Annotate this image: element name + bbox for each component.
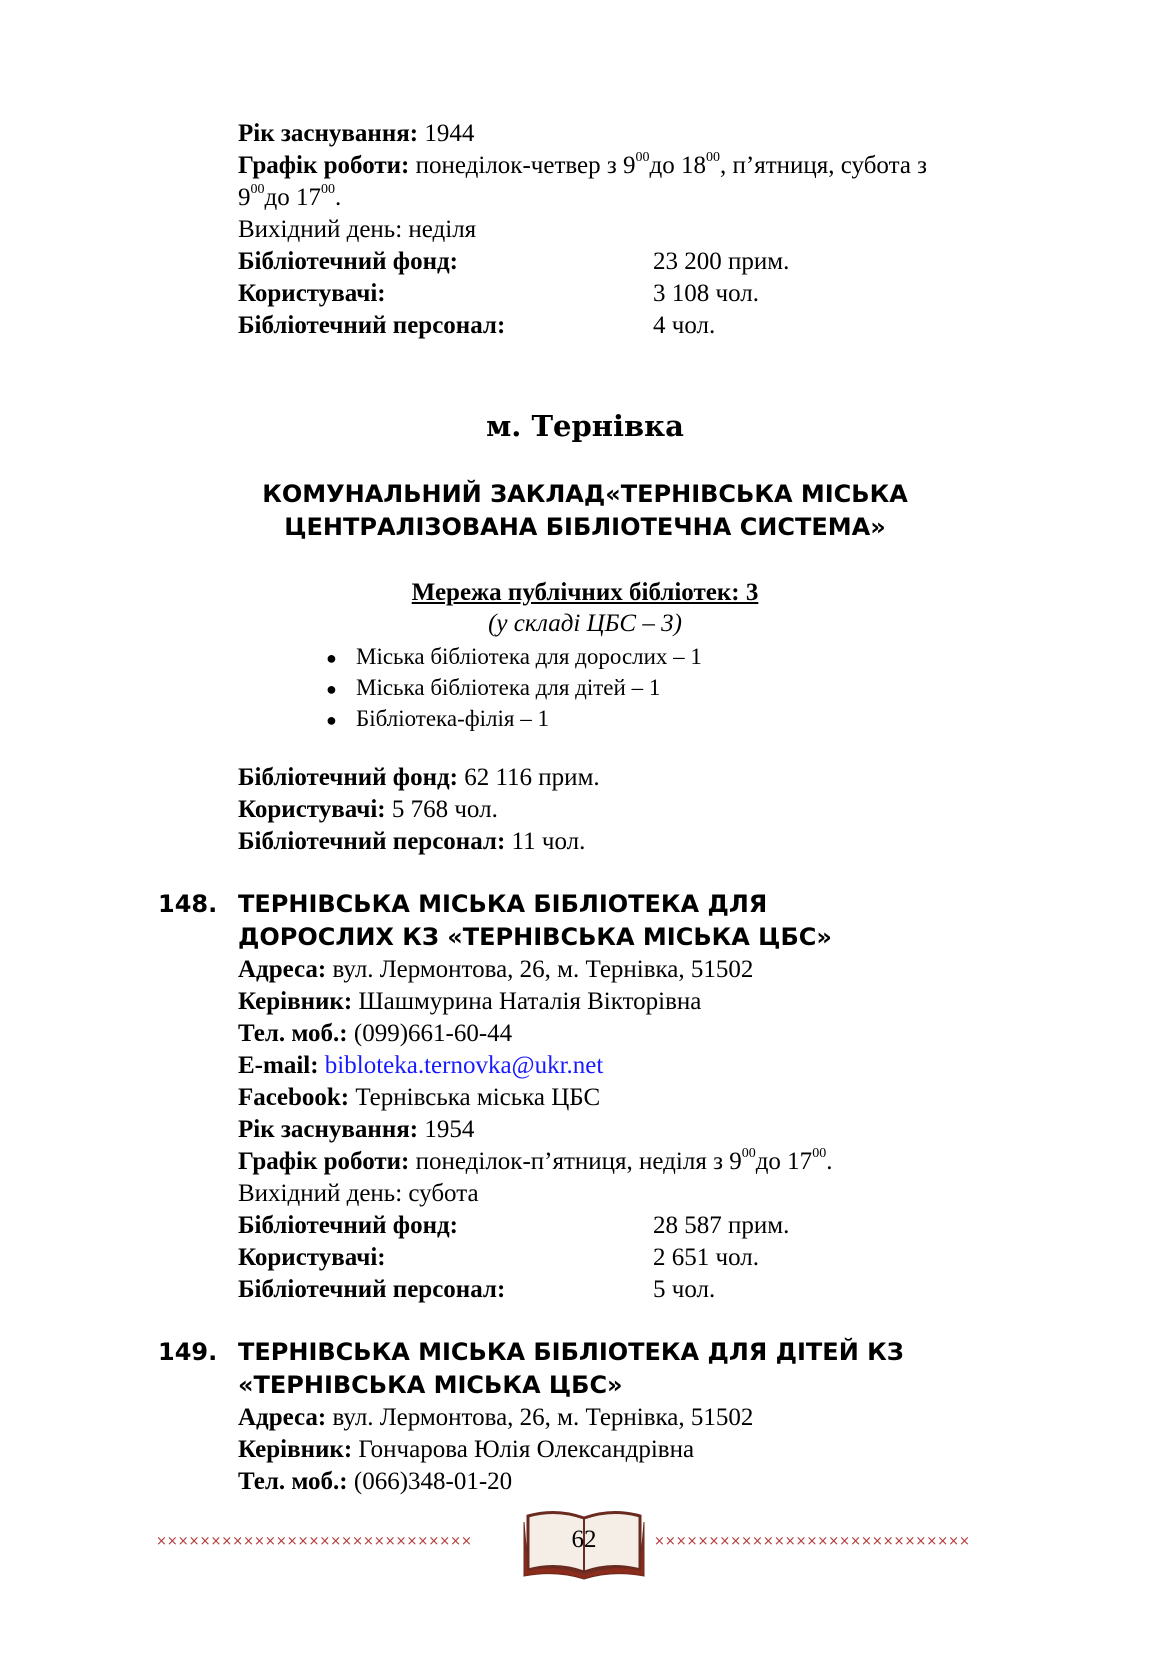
org-heading-line: ЦЕНТРАЛІЗОВАНА БІБЛІОТЕЧНА СИСТЕМА» [284,513,886,541]
schedule-sup: 00 [741,1145,756,1161]
founded-value: 1954 [418,1116,475,1143]
footer-border-left: ××××××××××××××××××××××××××××× [156,1534,472,1549]
founded-label: Рік заснування: [238,1116,419,1143]
list-item [326,672,702,703]
schedule-text: 9 [238,184,251,211]
email-link[interactable]: bibloteka.ternovka@ukr.net [324,1052,604,1079]
dayoff-row: Вихідний день: субота [238,1180,479,1207]
users-row [238,278,1058,310]
schedule-sup: 00 [320,181,335,197]
head-value: Гончарова Юлія Олександрівна [352,1436,695,1463]
users-value: 3 108 чол. [653,280,759,307]
facebook-label: Facebook: [238,1084,350,1111]
fund-row [238,1210,1058,1242]
staff-row [238,826,1058,858]
staff-value: 5 чол. [653,1276,716,1303]
entry-149-details [238,1402,1058,1498]
schedule-sup: 00 [250,181,265,197]
schedule-text: до 17 [264,184,321,211]
footer-border-right: ××××××××××××××××××××××××××××× [654,1534,970,1549]
schedule-row [238,150,1058,182]
head-label: Керівник: [238,988,353,1015]
fund-row [238,246,1058,278]
list-item-text: Міська бібліотека для дорослих – 1 [356,644,702,669]
schedule-text: понеділок-п’ятниця, неділя з 9 [409,1148,742,1175]
org-heading [150,478,1020,544]
entry-149-heading [158,1336,1058,1402]
entry-title-line: ТЕРНІВСЬКА МІСЬКА БІБЛІОТЕКА ДЛЯ ДІТЕЙ КЗ [238,1338,904,1366]
list-item [326,703,702,734]
facebook-value: Тернівська міська ЦБС [349,1084,601,1111]
phone-label: Тел. моб.: [238,1468,348,1495]
staff-value: 4 чол. [653,312,716,339]
summary [238,762,1058,858]
head-value: Шашмурина Наталія Вікторівна [352,988,702,1015]
founded-row [238,118,1058,150]
page-number: 62 [571,1526,597,1553]
head-label: Керівник: [238,1436,353,1463]
schedule-text: до 17 [755,1148,813,1175]
org-heading-line: КОМУНАЛЬНИЙ ЗАКЛАД«ТЕРНІВСЬКА МІСЬКА [262,480,908,508]
schedule-sup: 00 [812,1145,827,1161]
address-label: Адреса: [238,1404,327,1431]
schedule-row-cont [238,182,1058,214]
fund-label: Бібліотечний фонд: [238,248,458,275]
entry-title-line: ДОРОСЛИХ КЗ «ТЕРНІВСЬКА МІСЬКА ЦБС» [238,923,832,951]
address-value: вул. Лермонтова, 26, м. Тернівка, 51502 [326,1404,754,1431]
address-row [238,954,1058,986]
fund-value: 23 200 прим. [653,248,790,275]
entry-148-heading [158,888,1058,954]
schedule-text: . [334,184,342,211]
entry-number: 148. [158,890,218,918]
staff-value: 11 чол. [505,828,586,855]
list-item-text: Бібліотека-філія – 1 [356,706,549,731]
dayoff-row: Вихідний день: неділя [238,216,477,243]
staff-row [238,1274,1058,1306]
users-value: 5 768 чол. [385,796,498,823]
facebook-row [238,1082,1058,1114]
schedule-label: Графік роботи: [238,152,410,179]
email-label: E-mail: [238,1052,319,1079]
head-row [238,986,1058,1018]
users-label: Користувачі: [238,796,386,823]
staff-label: Бібліотечний персонал: [238,828,506,855]
users-row [238,1242,1058,1274]
phone-row [238,1018,1058,1050]
list-item [326,641,702,672]
entry-title-line: ТЕРНІВСЬКА МІСЬКА БІБЛІОТЕКА ДЛЯ [238,890,768,918]
schedule-sup: 00 [706,149,720,165]
network-list [326,641,702,734]
schedule-text: , п’ятниця, субота з [720,152,928,179]
top-entry [238,118,1058,342]
founded-row [238,1114,1058,1146]
fund-row [238,762,1058,794]
phone-value: (066)348-01-20 [347,1468,513,1495]
entry-title-line: «ТЕРНІВСЬКА МІСЬКА ЦБС» [238,1371,623,1399]
staff-row [238,310,1058,342]
founded-label: Рік заснування: [238,120,419,147]
staff-label: Бібліотечний персонал: [238,312,506,339]
schedule-row [238,1146,1058,1178]
list-item-text: Міська бібліотека для дітей – 1 [356,675,661,700]
schedule-label: Графік роботи: [238,1148,410,1175]
address-row [238,1402,1058,1434]
schedule-text: до 18 [649,152,706,179]
phone-label: Тел. моб.: [238,1020,348,1047]
fund-value: 28 587 прим. [653,1212,790,1239]
bullet-icon: ● [326,710,337,730]
fund-label: Бібліотечний фонд: [238,1212,458,1239]
schedule-text: . [826,1148,833,1175]
network-subtitle: (у складі ЦБС – 3) [488,610,682,637]
network-title: Мережа публічних бібліотек: 3 [411,579,759,606]
users-row [238,794,1058,826]
users-label: Користувачі: [238,280,386,307]
schedule-text: понеділок-четвер з 9 [409,152,636,179]
entry-148-details [238,954,1058,1306]
town-heading: м. Тернівка [486,409,684,443]
address-value: вул. Лермонтова, 26, м. Тернівка, 51502 [326,956,754,983]
users-value: 2 651 чол. [653,1244,759,1271]
users-label: Користувачі: [238,1244,386,1271]
head-row [238,1434,1058,1466]
phone-row [238,1466,1058,1498]
bullet-icon: ● [326,648,337,668]
schedule-sup: 00 [635,149,650,165]
email-row [238,1050,1058,1082]
address-label: Адреса: [238,956,327,983]
entry-number: 149. [158,1338,218,1366]
fund-label: Бібліотечний фонд: [238,764,458,791]
founded-value: 1944 [418,120,475,147]
phone-value: (099)661-60-44 [347,1020,513,1047]
fund-value: 62 116 прим. [457,764,600,791]
bullet-icon: ● [326,679,337,699]
staff-label: Бібліотечний персонал: [238,1276,506,1303]
